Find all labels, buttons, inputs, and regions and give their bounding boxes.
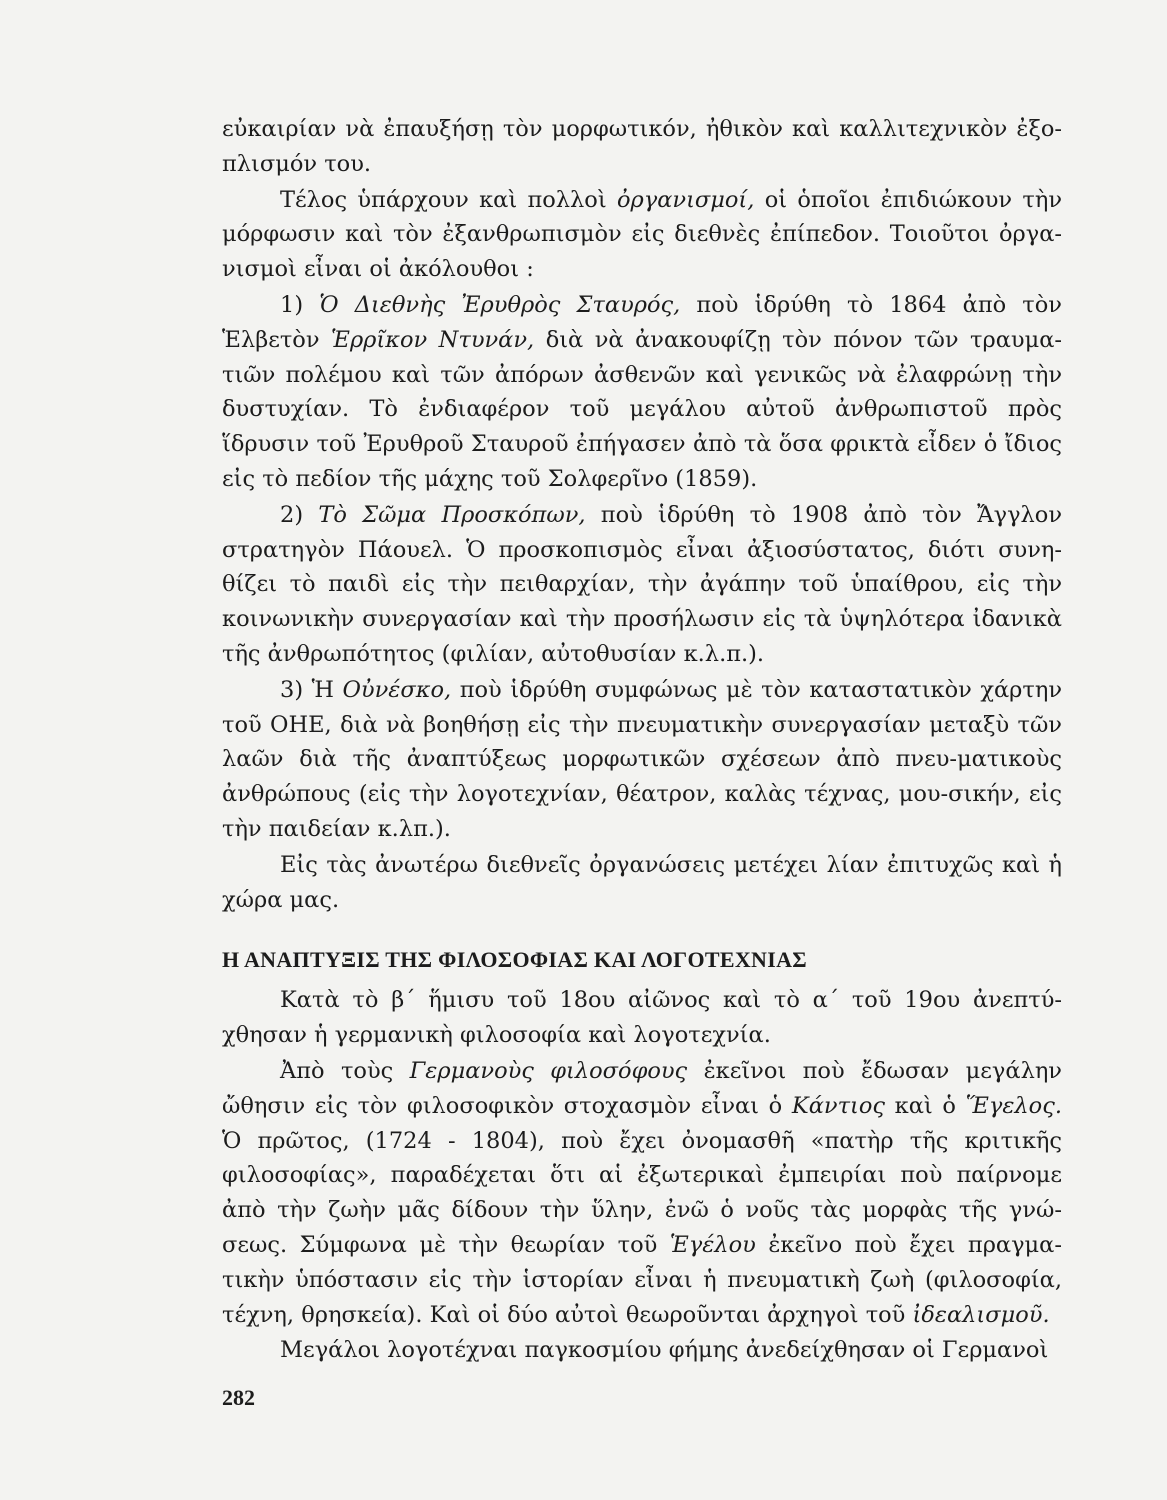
- section-heading: Η ΑΝΑΠΤΥΞΙΣ ΤΗΣ ΦΙΛΟΣΟΦΙΑΣ ΚΑΙ ΛΟΓΟΤΕΧΝΙΑΣ: [222, 947, 807, 973]
- italic-text: Ἑγέλου: [669, 1231, 756, 1258]
- text-run: Τέλος ὑπάρχουν καὶ πολλοὶ: [280, 186, 617, 213]
- text-run: οἱ ὁποῖοι ἐπιδιώκουν τὴν μόρφωσιν καὶ τὸν ἐξανθρωπισμὸν εἰς διεθνὲς ἐπίπεδον. Τοιοῦτοι ὀργα-νισμοὶ εἶναι οἱ ἀκόλουθοι :: [222, 186, 1062, 283]
- paragraph-1: [222, 183, 1062, 287]
- paragraph-5: [222, 848, 1062, 918]
- italic-text: Ὁ Διεθνὴς Ἐρυθρὸς Σταυρός,: [319, 291, 681, 318]
- text-run: καὶ ὁ: [885, 1092, 966, 1119]
- text-run: 2): [280, 501, 319, 528]
- page-number: 282: [222, 1385, 255, 1410]
- paragraph-0: [222, 112, 1062, 182]
- paragraphs-after: [222, 983, 1062, 1368]
- text-run: Κατὰ τὸ β΄ ἥμισυ τοῦ 18ου αἰῶνος καὶ τὸ α΄ τοῦ 19ου ἀνεπτύ-χθησαν ἡ γερμανικὴ φιλοσοφία καὶ λογοτεχνία.: [222, 987, 1062, 1049]
- italic-text: Ἑρρῖκον Ντυνάν,: [331, 326, 535, 353]
- text-run: εὐκαιρίαν νὰ ἐπαυξήσῃ τὸν μορφωτικόν, ἠθικὸν καὶ καλλιτεχνικὸν ἐξο-πλισμόν του.: [222, 116, 1062, 177]
- paragraph-8: [222, 1333, 1062, 1368]
- italic-text: ἰδεαλισμοῦ.: [912, 1301, 1050, 1328]
- paragraph-7: [222, 1054, 1062, 1332]
- text-run: Μεγάλοι λογοτέχναι παγκοσμίου φήμης ἀνεδείχθησαν οἱ Γερμανοὶ: [280, 1337, 1049, 1364]
- paragraph-2: [222, 288, 1062, 497]
- italic-text: ὀργανισμοί,: [616, 186, 755, 213]
- italic-text: Γερμανοὺς φιλοσόφους: [409, 1057, 688, 1084]
- paragraph-6: [222, 983, 1062, 1053]
- text-run: Ὁ πρῶτος, (1724 - 1804), ποὺ ἔχει ὀνομασθῆ «πατὴρ τῆς κριτικῆς φιλοσοφίας», παραδέχεται ὅτι αἱ ἐξωτερικαὶ ἐμπειρίαι ποὺ παίρνομε ἀπὸ τὴν ζωὴν μᾶς δίδουν τὴν ὕλην, ἐνῶ ὁ νοῦς τὰς μορφὰς τῆς γνώ-σεως. Σύμφωνα μὲ τὴν θεωρίαν τοῦ: [222, 1127, 1062, 1258]
- text-run: ἐκεῖνο ποὺ ἔχει πραγμα-τικὴν ὑπόστασιν εἰς τὴν ἱστορίαν εἶναι ἡ πνευματικὴ ζωὴ (φιλοσοφία, τέχνη, θρησκεία). Καὶ οἱ δύο αὐτοὶ θεωροῦνται ἀρχηγοὶ τοῦ: [222, 1231, 1062, 1328]
- text-run: ποὺ ἱδρύθη τὸ 1908 ἀπὸ τὸν Ἄγγλον στρατηγὸν Πάουελ. Ὁ προσκοπισμὸς εἶναι ἀξιοσύστατος, διότι συνη-θίζει τὸ παιδὶ εἰς τὴν πειθαρχίαν, τὴν ἀγάπην τοῦ ὑπαίθρου, εἰς τὴν κοινωνικὴν συνεργασίαν καὶ τὴν προσήλωσιν εἰς τὰ ὑψηλότερα ἰδανικὰ τῆς ἀνθρωπότητος (φιλίαν, αὐτοθυσίαν κ.λ.π.).: [222, 501, 1062, 667]
- text-run: ποὺ ἱδρύθη συμφώνως μὲ τὸν καταστατικὸν χάρτην τοῦ ΟΗΕ, διὰ νὰ βοηθήσῃ εἰς τὴν πνευματικὴν συνεργασίαν μεταξὺ τῶν λαῶν διὰ τῆς ἀναπτύξεως μορφωτικῶν σχέσεων ἀπὸ πνευ-ματικοὺς ἀνθρώπους (εἰς τὴν λογοτεχνίαν, θέατρον, καλὰς τέχνας, μου-σικήν, εἰς τὴν παιδείαν κ.λπ.).: [222, 676, 1062, 842]
- text-run: Εἰς τὰς ἀνωτέρω διεθνεῖς ὀργανώσεις μετέχει λίαν ἐπιτυχῶς καὶ ἡ χώρα μας.: [222, 851, 1062, 913]
- text-run: 1): [280, 291, 320, 318]
- text-run: Ἀπὸ τοὺς: [280, 1057, 410, 1084]
- paragraphs-before: [222, 112, 1062, 917]
- italic-text: Οὐνέσκο,: [342, 676, 452, 703]
- italic-text: Ἕγελος.: [965, 1092, 1062, 1119]
- italic-text: Τὸ Σῶμα Προσκόπων,: [318, 501, 586, 528]
- text-run: ἐκεῖνοι ποὺ ἔδωσαν μεγάλην ὤθησιν εἰς τὸν φιλοσοφικὸν στοχασμὸν εἶναι ὁ: [222, 1057, 1062, 1119]
- text-run: ποὺ ἱδρύθη τὸ 1864 ἀπὸ τὸν Ἑλβετὸν: [222, 291, 1062, 353]
- paragraph-3: [222, 498, 1062, 672]
- page-body: [222, 112, 1062, 1368]
- paragraph-4: [222, 673, 1062, 847]
- text-run: διὰ νὰ ἀνακουφίζῃ τὸν πόνον τῶν τραυμα-τιῶν πολέμου καὶ τῶν ἀπόρων ἀσθενῶν καὶ γενικῶς νὰ ἐλαφρώνῃ τὴν δυστυχίαν. Τὸ ἐνδιαφέρον τοῦ μεγάλου αὐτοῦ ἀνθρωπιστοῦ πρὸς ἵδρυσιν τοῦ Ἐρυθροῦ Σταυροῦ ἐπήγασεν ἀπὸ τὰ ὅσα φρικτὰ εἶδεν ὁ ἴδιος εἰς τὸ πεδίον τῆς μάχης τοῦ Σολφερῖνο (1859).: [222, 326, 1062, 492]
- italic-text: Κάντιος: [791, 1092, 885, 1119]
- text-run: 3) Ἡ: [280, 676, 343, 703]
